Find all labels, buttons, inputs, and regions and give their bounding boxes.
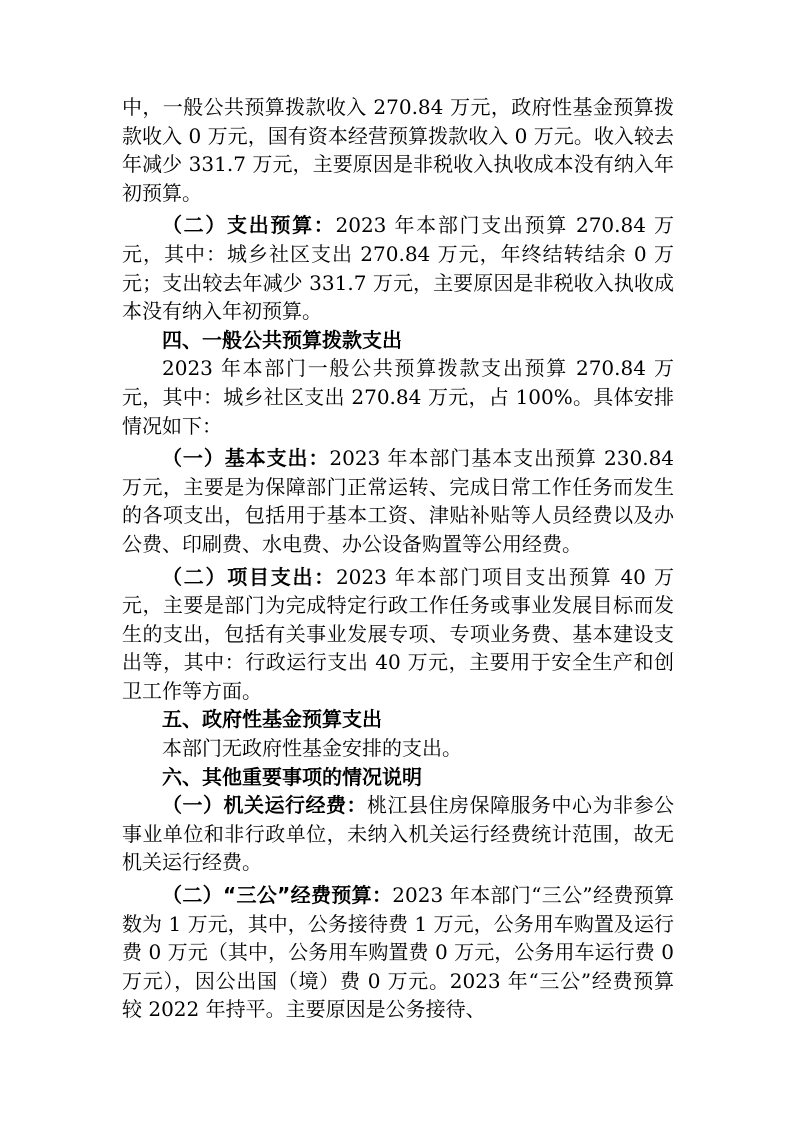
- lead-label: （二）项目支出：: [162, 564, 336, 589]
- paragraph-body: 2023 年本部门“三公”经费预算数为 1 万元，其中，公务接待费 1 万元，公务用车购置及运行费 0 万元（其中，公务用车购置费 0 万元，公务用车运行费 0 万元），因公出国（境）费 0 万元。2023 年“三公”经费预算较 2022 年持平。主要原因是公务接待、: [122, 883, 674, 1022]
- lead-label: （二）“三公”经费预算：: [162, 883, 393, 908]
- paragraph-general-expenditure: 2023 年本部门一般公共预算拨款支出预算 270.84 万元，其中：城乡社区支出 270.84 万元，占 100%。具体安排情况如下：: [122, 356, 674, 438]
- paragraph-operating-funds: [122, 791, 674, 877]
- section-heading-6: 六、其他重要事项的情况说明: [162, 764, 422, 789]
- paragraph-body: 2023 年本部门基本支出预算 230.84 万元，主要是为保障部门正常运转、完成日常工作任务而发生的各项支出，包括用于基本工资、津贴补贴等人员经费以及办公费、印刷费、水电费、办公设备购置等公用经费。: [122, 446, 675, 556]
- section-heading-5: 五、政府性基金预算支出: [162, 707, 382, 732]
- paragraph-revenue-continued: 中，一般公共预算拨款收入 270.84 万元，政府性基金预算拨款收入 0 万元，国有资本经营预算拨款收入 0 万元。收入较去年减少 331.7 万元，主要原因是非税收入执收成本没有纳入年初预算。: [122, 95, 674, 205]
- document-page: [122, 93, 674, 1024]
- lead-label: （一）基本支出：: [162, 446, 330, 471]
- paragraph-three-public-funds: [122, 881, 674, 1024]
- paragraph-body: 2023 年本部门项目支出预算 40 万元，主要是部门为完成特定行政工作任务或事业发展目标而发生的支出，包括有关事业发展专项、专项业务费、基本建设支出等，其中：行政运行支出 40 万元，主要用于安全生产和创卫工作等方面。: [122, 564, 675, 703]
- paragraph-body: 2023 年本部门支出预算 270.84 万元，其中：城乡社区支出 270.84 万元，年终结转结余 0 万元；支出较去年减少 331.7 万元，主要原因是非税收入执收成本没有纳入年初预算。: [122, 213, 675, 324]
- paragraph-fund-expenditure: 本部门无政府性基金安排的支出。: [162, 736, 462, 761]
- paragraph-body: 桃江县住房保障服务中心为非参公事业单位和非行政单位，未纳入机关运行经费统计范围，故无机关运行经费。: [122, 793, 674, 875]
- paragraph-basic-expenditure: [122, 444, 674, 558]
- paragraph-expenditure-budget: [122, 211, 674, 325]
- section-heading-4: 四、一般公共预算拨款支出: [162, 327, 402, 352]
- lead-label: （一）机关运行经费：: [162, 793, 367, 818]
- lead-label: （二）支出预算：: [162, 213, 336, 238]
- paragraph-project-expenditure: [122, 563, 674, 706]
